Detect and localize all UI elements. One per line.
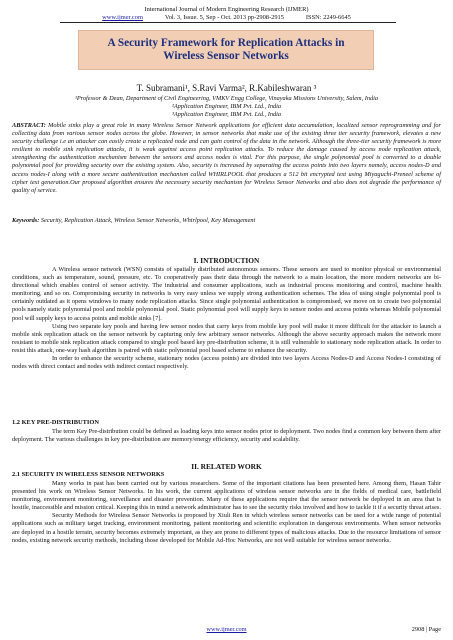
journal-name: International Journal of Modern Engineering Research (IJMER) <box>144 6 309 13</box>
paper-title: A Security Framework for Replication Attacks in Wireless Sensor Networks <box>107 37 345 62</box>
abstract-label: ABSTRACT: <box>12 122 46 129</box>
key-predistribution-body <box>12 428 441 444</box>
paragraph: Using two separate key pools and having few sensor nodes that carry keys from mobile key pool will make it more difficult for the attacker to launch a mobile sink replication attack on the sensor network by capturing only few arbitrary sensor networks. Although the above security approach makes the network more resistant to mobile sink replication attack compared to single pool based key pre-distribution scheme, it is still vulnerable to stationary node replication attack. In order to resist this attack, one-way hash algorithm is paired with static polynomial pool based scheme to enhance the security. <box>12 322 441 354</box>
abstract <box>12 122 441 195</box>
header-rule <box>60 22 396 23</box>
abstract-text: Mobile sinks play a great role in many Wireless Sensor Network applications for efficient data accumulation, localized sensor reprogramming and for collecting data from various sensor nodes across the globe. However, in sensor networks that make use of the existing three tier security framework, elevates a new security challenge i.e an attacker can easily create a replicated node and can gain control of the data in the network. Although the three-tier security framework is more resilient to mobile sink replication attacks, it is weak against access point replication attacks. To reduce the damage caused by access node replication attack, strengthening the authentication mechanism between the sensors and access nodes is vital. For this purpose, the single polynomial pool is converted to a double polynomial pool for providing security over the existing system. Also, security is increased by separating the access points into two layers namely, access nodes-D and access nodes-I along with a more secure authentication mechanism called WHIRLPOOL that produces a 512 bit encrypted text using Miyaguchi-Preneel scheme of cipher text generation.Our proposed algorithm ensures the necessary security mechanism for Wireless Sensor Networks and also does not degrade the performance of quality of service. <box>12 122 441 194</box>
paragraph: The term Key Pre-distribution could be defined as loading keys into sensor nodes prior to deployment. Two nodes find a common key between them after deployment. The various challenges in key pre-distribution are memory/energy efficiency, security and scalability. <box>12 428 441 444</box>
affiliation-3: ³Application Engineer, IBM Pvt. Ltd., India <box>171 111 282 118</box>
journal-url-link[interactable]: www.ijmer.com <box>102 14 143 21</box>
footer-url-link[interactable]: www.ijmer.com <box>206 626 247 633</box>
volume-info: Vol. 3, Issue. 5, Sep - Oct. 2013 pp-2908-2915 <box>164 14 284 21</box>
authors: T. Subramani¹, S.Ravi Varma², R.Kabileshwaran ³ <box>136 83 317 93</box>
page-number: 2908 | Page <box>411 626 441 633</box>
title-box <box>78 30 374 70</box>
keywords <box>12 217 441 225</box>
journal-meta <box>0 14 453 22</box>
related-work-body <box>12 480 441 545</box>
section-heading-introduction: I. INTRODUCTION <box>193 256 260 265</box>
paragraph: In order to enhance the security scheme, stationary nodes (access points) are divided into two layers Access Nodes-D and Access Nodes-I consisting of nodes with direct contact and nodes with indirect contact respectively. <box>12 355 441 371</box>
affiliation-2: ²Application Engineer, IBM Pvt. Ltd., India <box>171 103 282 110</box>
paragraph: A Wireless sensor network (WSN) consists of spatially distributed autonomous sensors. These sensors are used to monitor physical or environmental conditions, such as temperature, sound, pressure, etc. To cooperatively pass their data through the network to a main location, the more modern networks are bi-directional which enables control of sensor activity. The industrial and consumer applications, such as industrial process monitoring and control, machine health monitoring, and so on. Compromising security in networks is very easy unless we supply strong authentication schemes. The idea of using single polynomial pool is certainly outdated as it opens windows to many node replication attacks. Since single polynomial authentication is compromised, we move on to create two polynomial pools namely static polynomial pool and mobile polynomial pool. Static polynomial pool will supply keys to sensor nodes and access points whereas Mobile polynomial pool will supply keys to access points and mobile sinks [7]. <box>12 266 441 322</box>
keywords-text: Security, Replication Attack, Wireless Sensor Networks, Whirlpool, Key Management <box>40 217 256 224</box>
subsection-heading-key-predistribution: 1.2 KEY PRE-DISTRIBUTION <box>12 419 99 426</box>
issn: ISSN: 2249-6645 <box>305 14 351 21</box>
affiliation-1: ¹Professor & Dean, Department of Civil Engineering, VMKV Engg College, Vinayaka Missions University, Salem, India <box>74 95 379 102</box>
paragraph: Many works in past has been carried out by various researchers. Some of the important citations has been presented here. Among them, Hasan Tahir presented his work on Wireless Sensor Networks. In his work, the current applications of wireless sensor networks are in the fields of medical care, battlefield monitoring, environment monitoring, surveillance and disaster prevention. Many of these applications require that the sensor network be deployed in an area that is hostile, inaccessible and mission critical. Keeping this in mind a network administrator has to see the security risks involved and how to tackle it if a security threat arises. <box>12 480 441 512</box>
section-heading-related-work: II. RELATED WORK <box>191 462 262 471</box>
introduction-body <box>12 266 441 371</box>
paragraph: Security Methods for Wireless Sensor Networks is proposed by Xiuli Ren in which wireless sensor networks can be used for a wide range of potential applications such as military target tracking, environment monitoring, patient monitoring and scientific exploration in dangerous environments. When sensor networks are deployed in a hostile terrain, security becomes extremely important, as they are prone to different types of malicious attacks. Due to the resource limitations of sensor nodes, existing network security methods, including those developed for Mobile Ad-Hoc Networks, are not well suitable for wireless sensor networks. <box>12 512 441 544</box>
subsection-heading-security-wsn: 2.1 SECURITY IN WIRELESS SENSOR NETWORKS <box>12 471 165 478</box>
journal-header <box>0 6 453 22</box>
keywords-label: Keywords: <box>12 217 40 224</box>
